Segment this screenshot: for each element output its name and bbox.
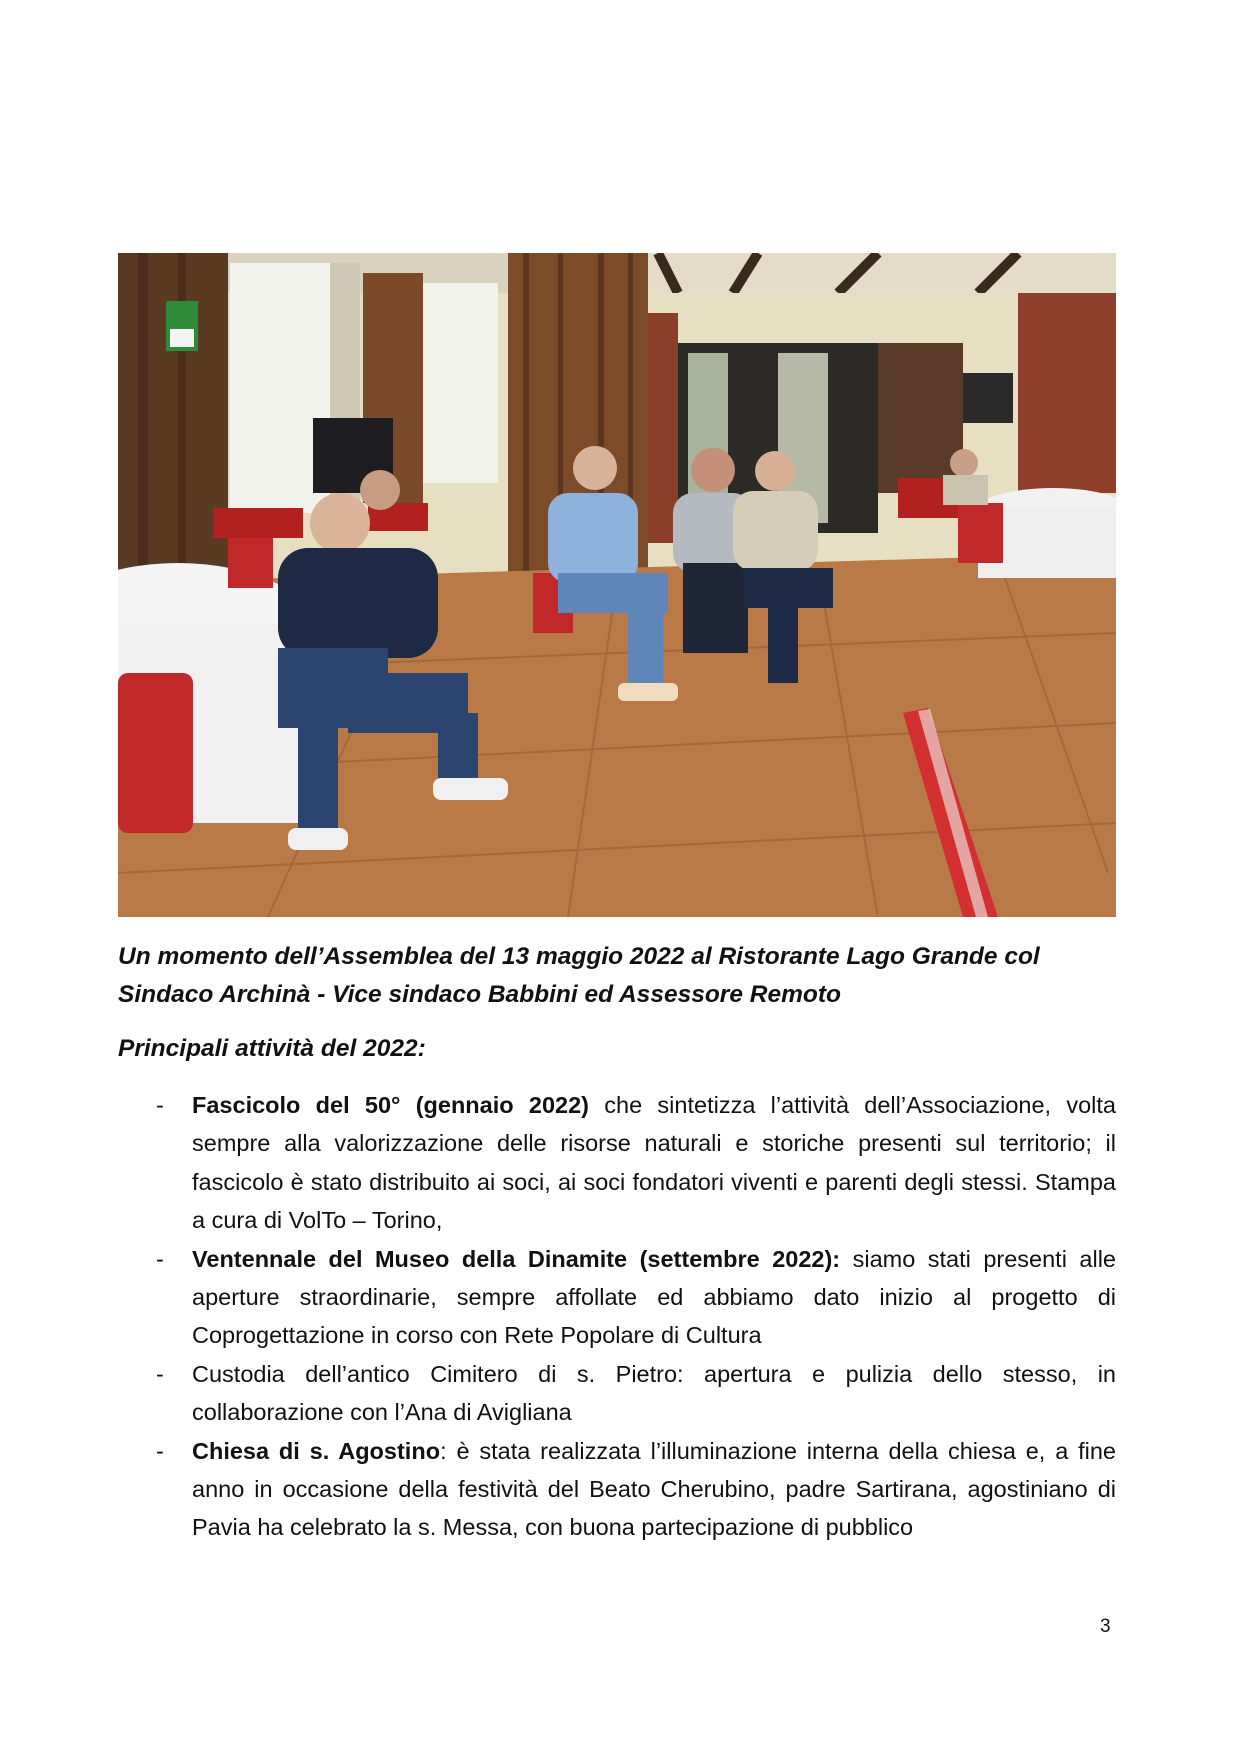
activity-text: : è stata realizzata l’illuminazione interna della chiesa e, a fine anno in occasione della festività del Beato Cherubino, padre Sartirana, agostiniano di Pavia ha celebrato la s. Messa, con buona partecipazione di pubblico: [192, 1437, 1117, 1541]
activity-title: Ventennale del Museo della Dinamite (settembre 2022):: [192, 1245, 841, 1272]
list-item: [152, 1355, 1116, 1432]
activity-text: Custodia dell’antico Cimitero di s. Pietro: apertura e pulizia dello stesso, in collaborazione con l’Ana di Avigliana: [192, 1360, 1116, 1426]
list-item: [152, 1086, 1116, 1240]
list-item: [152, 1432, 1116, 1547]
activity-text: siamo stati presenti alle aperture straordinarie, sempre affollate ed abbiamo dato inizio al progetto di Coprogettazione in corso con Rete Popolare di Cultura: [192, 1245, 1116, 1349]
caption-line-2: Sindaco Archinà - Vice sindaco Babbini ed Assessore Remoto: [118, 981, 841, 1008]
section-heading: Principali attività del 2022:: [118, 1035, 426, 1062]
caption-line-1: Un momento dell’Assemblea del 13 maggio 2022 al Ristorante Lago Grande col: [118, 943, 1040, 970]
activity-text: che sintetizza l’attività dell’Associazione, volta sempre alla valorizzazione delle risorse naturali e storiche presenti sul territorio; il fascicolo è stato distribuito ai soci, ai soci fondatori viventi e parenti degli stessi. Stampa a cura di VolTo – Torino,: [192, 1092, 1116, 1234]
meeting-photo: [118, 253, 1116, 917]
photo-caption: [118, 938, 1118, 1014]
activity-title: Fascicolo del 50° (gennaio 2022): [192, 1092, 589, 1118]
list-bullet: -: [156, 1092, 164, 1118]
page-number: 3: [1100, 1616, 1111, 1637]
list-bullet: -: [156, 1245, 164, 1272]
meeting-room-photo-icon: [118, 253, 1116, 917]
list-item: [152, 1240, 1116, 1355]
activity-list: [152, 1086, 1116, 1547]
list-bullet: -: [156, 1437, 164, 1464]
list-bullet: -: [156, 1360, 164, 1387]
activity-title: Chiesa di s. Agostino: [192, 1437, 441, 1464]
